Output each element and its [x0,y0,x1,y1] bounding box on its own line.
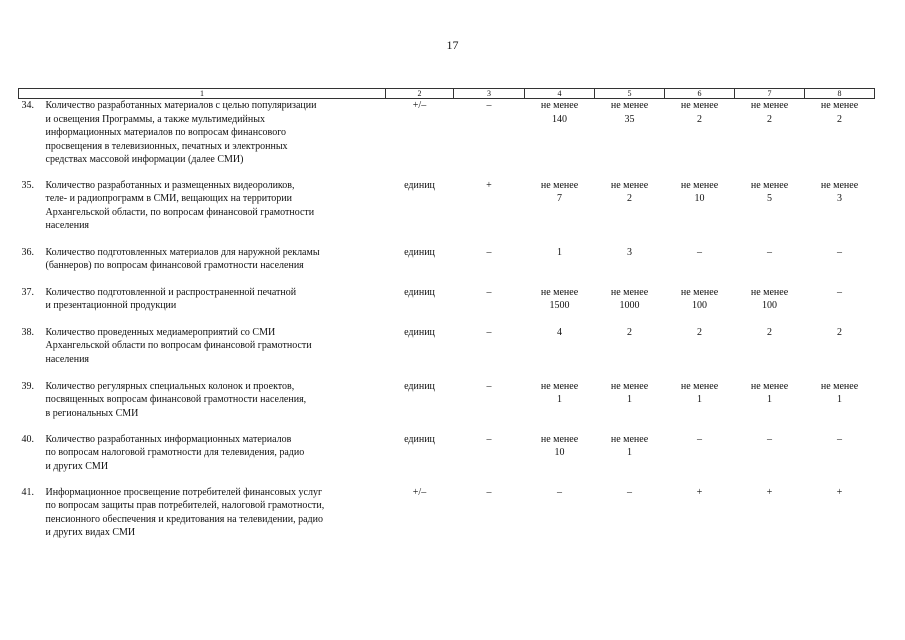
table-row [19,246,875,286]
header-cell-5: 5 [595,89,665,99]
value-cell-col-8 [805,326,875,380]
value-cell-col-7 [735,179,805,246]
value-line: 2 [837,113,842,125]
indicator-text-line: Количество подготовленных материалов для наружной рекламы [45,246,320,258]
value-line: 1 [837,394,842,405]
value-line: не менее [540,433,579,445]
value-cell-col-3 [454,326,525,380]
indicator-text-line: информационных материалов по вопросам финансового [45,127,287,138]
value-cell-col-4 [525,326,595,380]
value-cell-col-2 [386,179,454,246]
indicator-text-line: и освещения Программы, а также мультимедийных [45,113,265,125]
value-cell-col-5 [595,286,665,326]
value-line: – [486,380,492,392]
value-line: – [486,433,492,445]
value-line: – [767,433,772,445]
indicator-text [46,380,386,421]
value-line: не менее [610,380,649,392]
value-line: 5 [767,193,772,204]
indicator-text-line: Архангельской области по вопросам финансовой грамотности [45,340,312,351]
value-cell-col-6 [665,380,735,433]
value-line: не менее [680,100,719,111]
value-cell-col-7 [735,246,805,286]
value-cell-col-8 [805,380,875,433]
row-number: 34. [21,100,34,111]
value-cell-col-6 [665,433,735,486]
value-cell-col-2 [386,486,454,546]
indicator-description-cell [19,486,386,546]
value-line: – [486,100,492,111]
indicator-text-line: по вопросам защиты прав потребителей, налоговой грамотности, [45,500,325,511]
value-line: – [486,486,492,498]
value-line: не менее [680,380,719,392]
indicator-text-line: теле- и радиопрограмм в СМИ, вещающих на территории [45,193,293,204]
value-line: +/– [412,100,427,111]
indicator-text-line: просвещения в телевизионных, печатных и электронных [45,140,288,152]
indicator-description-cell [19,99,386,179]
value-line: 1500 [549,300,570,311]
indicator-text-line: в региональных СМИ [45,407,139,419]
value-line: 1 [767,394,772,405]
indicator-text [46,246,386,273]
value-line: 1 [697,394,702,405]
value-line: не менее [750,100,789,111]
value-line: не менее [750,286,789,298]
indicator-text [46,326,386,367]
value-line: 10 [554,447,565,458]
value-line: единиц [404,433,435,445]
value-cell-col-3 [454,286,525,326]
indicator-text-line: (баннеров) по вопросам финансовой грамотности населения [45,260,304,271]
value-cell-col-3 [454,433,525,486]
indicators-table [18,88,875,546]
value-line: 2 [697,326,702,338]
value-cell-col-8 [805,433,875,486]
table-row [19,486,875,546]
value-cell-col-6 [665,286,735,326]
value-line: 3 [627,246,632,258]
value-cell-col-2 [386,246,454,286]
row-number: 36. [21,246,34,258]
value-line: – [486,246,492,258]
value-cell-col-3 [454,246,525,286]
value-line: + [766,486,773,498]
row-number: 37. [21,286,34,298]
value-cell-col-4 [525,486,595,546]
value-line: не менее [610,100,649,111]
value-line: + [696,486,703,498]
value-cell-col-8 [805,179,875,246]
indicator-description-cell [19,433,386,486]
value-line: 4 [557,326,562,338]
value-cell-col-2 [386,286,454,326]
value-cell-col-3 [454,179,525,246]
indicator-description-cell [19,286,386,326]
value-line: 1000 [619,300,640,311]
value-line: 2 [767,113,772,125]
table-row [19,286,875,326]
value-cell-col-5 [595,380,665,433]
value-line: – [767,246,772,258]
value-line: + [836,486,843,498]
table-row [19,380,875,433]
value-line: единиц [404,246,435,258]
value-line: не менее [750,179,789,191]
value-line: – [837,246,842,258]
value-line: не менее [820,100,859,111]
value-line: 100 [692,300,707,311]
value-line: – [486,286,492,298]
value-line: 10 [694,193,705,204]
value-line: – [837,433,842,445]
table-row [19,326,875,380]
value-line: не менее [540,100,579,111]
header-cell-1: 1 [19,89,386,99]
value-line: не менее [820,179,859,191]
value-cell-col-4 [525,286,595,326]
value-line: 1 [627,394,632,405]
value-cell-col-2 [386,380,454,433]
indicator-text-line: и презентационной продукции [45,300,177,311]
value-cell-col-6 [665,326,735,380]
value-line: – [486,326,492,338]
value-cell-col-4 [525,246,595,286]
row-number: 38. [21,326,34,338]
value-line: 2 [837,326,842,338]
table-row [19,433,875,486]
value-line: не менее [750,380,789,392]
value-cell-col-7 [735,380,805,433]
value-line: – [557,486,562,498]
header-row [19,89,875,99]
indicator-text-line: Архангельской области, по вопросам финансовой грамотности [45,206,315,218]
indicator-text-line: Количество подготовленной и распространенной печатной [45,286,297,298]
header-cell-6: 6 [665,89,735,99]
header-cell-8: 8 [805,89,875,99]
value-line: 2 [627,326,632,338]
table-row [19,179,875,246]
indicator-description-cell [19,246,386,286]
indicator-text-line: средствах массовой информации (далее СМИ) [45,154,244,165]
value-line: – [837,286,842,298]
row-number: 41. [21,486,34,498]
indicator-text [46,286,386,313]
value-cell-col-4 [525,179,595,246]
value-line: не менее [610,286,649,298]
indicator-description-cell [19,179,386,246]
indicator-description-cell [19,380,386,433]
value-line: 35 [624,113,635,125]
value-cell-col-3 [454,99,525,179]
value-cell-col-2 [386,326,454,380]
value-cell-col-5 [595,433,665,486]
indicator-text-line: населения [45,353,90,365]
value-line: – [627,486,632,498]
value-cell-col-5 [595,246,665,286]
indicator-text [46,99,386,167]
indicator-text-line: и других СМИ [45,460,109,472]
value-line: – [697,246,702,258]
value-line: единиц [404,380,435,392]
value-cell-col-4 [525,99,595,179]
value-cell-col-5 [595,486,665,546]
value-cell-col-6 [665,246,735,286]
indicator-text-line: населения [45,220,90,231]
value-line: не менее [680,179,719,191]
indicator-text [46,433,386,474]
value-cell-col-7 [735,486,805,546]
value-cell-col-7 [735,326,805,380]
value-line: не менее [540,380,579,392]
indicator-text-line: Информационное просвещение потребителей финансовых услуг [45,486,323,498]
indicator-text-line: Количество разработанных информационных материалов [45,433,292,445]
value-cell-col-7 [735,433,805,486]
indicator-text-line: Количество проведенных медиамероприятий со СМИ [45,326,276,338]
table-row [19,99,875,179]
indicator-text-line: Количество разработанных и размещенных видеороликов, [45,179,295,191]
value-line: +/– [412,486,427,498]
page-number: 17 [446,38,459,52]
value-cell-col-5 [595,326,665,380]
header-cell-4: 4 [525,89,595,99]
value-line: не менее [820,380,859,392]
header-cell-7: 7 [735,89,805,99]
value-cell-col-6 [665,99,735,179]
value-cell-col-8 [805,486,875,546]
value-line: 2 [627,193,632,204]
value-cell-col-8 [805,99,875,179]
value-cell-col-3 [454,380,525,433]
value-line: единиц [404,179,435,191]
value-line: 1 [627,447,632,458]
value-line: единиц [404,286,435,298]
indicator-description-cell [19,326,386,380]
indicator-text-line: по вопросам налоговой грамотности для телевидения, радио [45,447,305,458]
row-number: 35. [21,179,34,191]
value-cell-col-8 [805,286,875,326]
header-cell-2: 2 [386,89,454,99]
indicator-text-line: пенсионного обеспечения и кредитования на телевидении, радио [45,513,323,525]
value-line: + [486,179,492,191]
value-cell-col-4 [525,380,595,433]
indicator-text-line: посвященных вопросам финансовой грамотности населения, [45,394,307,405]
row-number: 40. [21,433,34,445]
value-cell-col-6 [665,179,735,246]
value-cell-col-7 [735,99,805,179]
value-line: 3 [837,193,842,204]
value-line: 2 [767,326,772,338]
value-cell-col-8 [805,246,875,286]
header-cell-3: 3 [454,89,525,99]
row-number: 39. [21,380,34,392]
indicator-text [46,486,386,540]
value-cell-col-3 [454,486,525,546]
value-line: – [697,433,702,445]
value-line: не менее [610,433,649,445]
value-line: 7 [557,193,562,204]
value-line: 1 [557,394,562,405]
indicator-text-line: Количество разработанных материалов с целью популяризации [45,100,317,111]
value-line: 140 [552,113,567,125]
indicator-text-line: Количество регулярных специальных колонок и проектов, [45,380,295,392]
value-cell-col-6 [665,486,735,546]
indicator-text [46,179,386,233]
value-line: не менее [610,179,649,191]
value-cell-col-7 [735,286,805,326]
value-line: 2 [697,113,702,125]
value-line: 1 [557,246,562,258]
value-line: не менее [680,286,719,298]
value-cell-col-5 [595,179,665,246]
value-cell-col-5 [595,99,665,179]
value-line: не менее [540,179,579,191]
value-line: не менее [540,286,579,298]
value-line: 100 [762,300,777,311]
indicator-text-line: и других видах СМИ [45,527,136,538]
value-cell-col-2 [386,433,454,486]
value-line: единиц [404,326,435,338]
value-cell-col-4 [525,433,595,486]
value-cell-col-2 [386,99,454,179]
